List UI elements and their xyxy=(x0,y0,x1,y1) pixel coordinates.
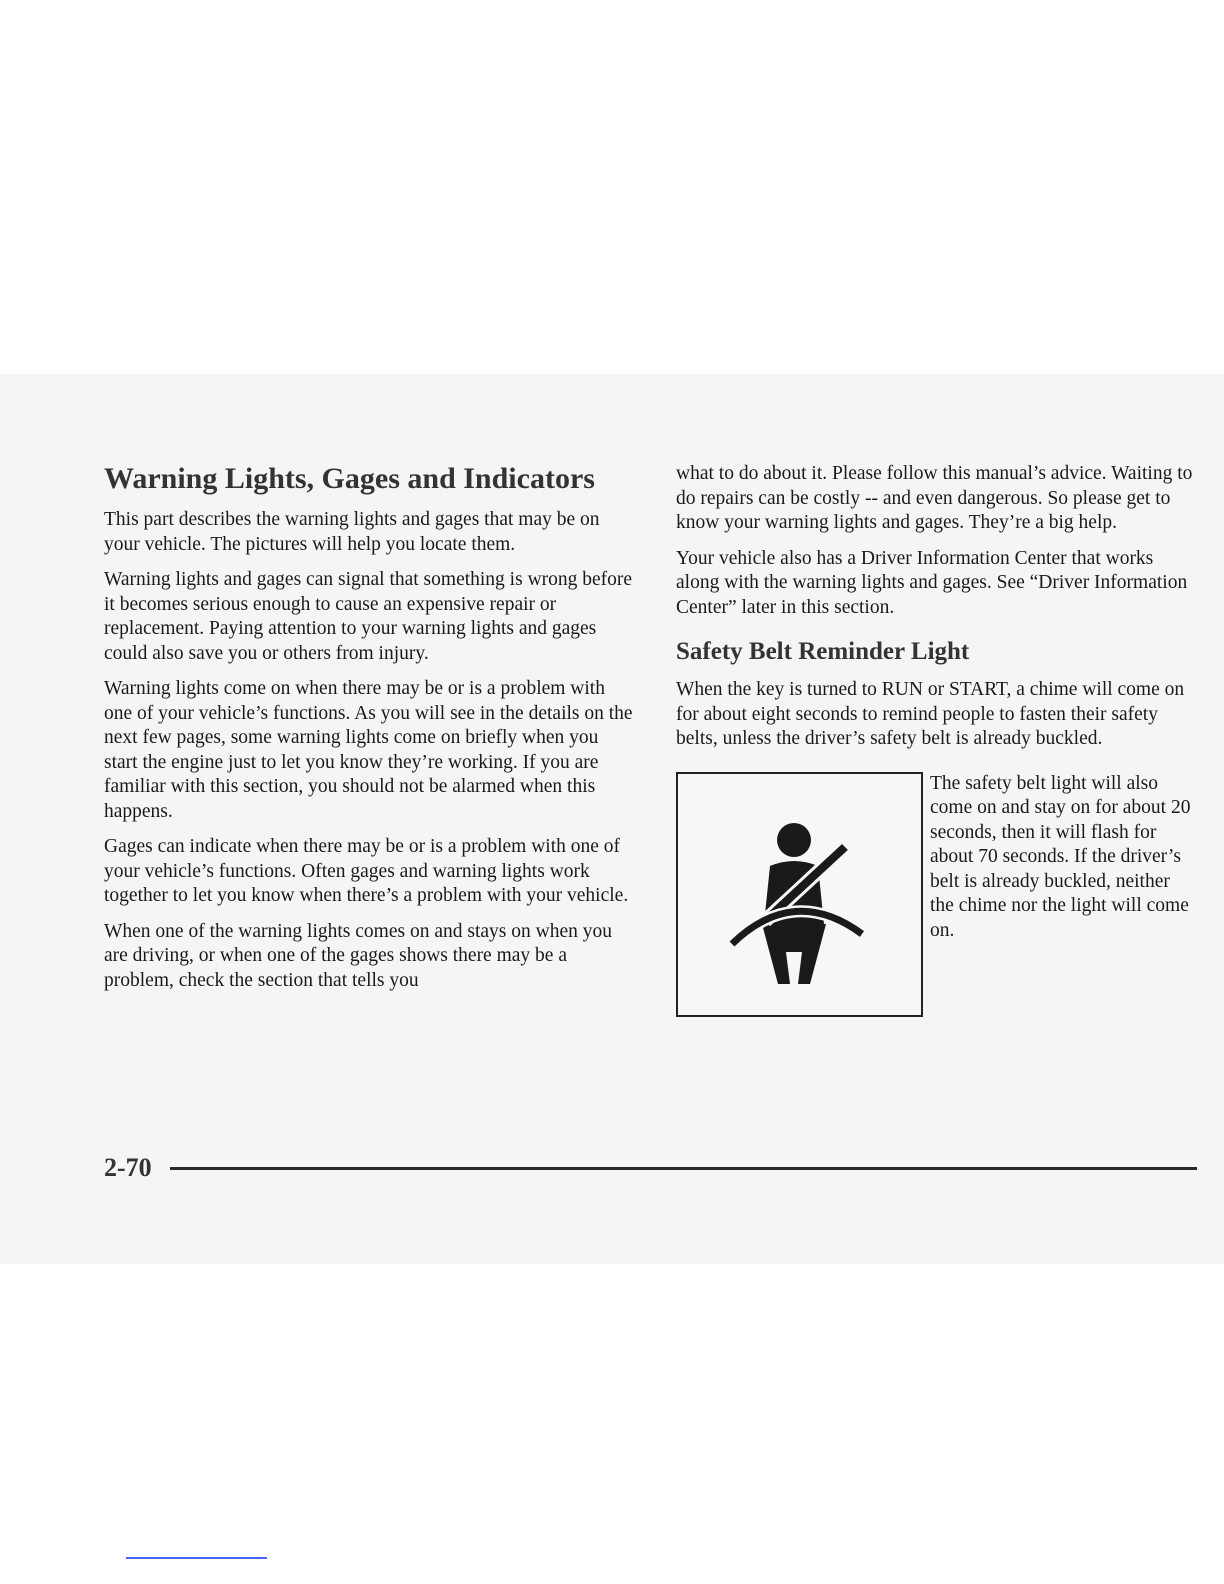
page-number: 2-70 xyxy=(104,1153,152,1182)
section-title: Warning Lights, Gages and Indicators xyxy=(104,462,595,495)
bottom-underline xyxy=(126,1557,267,1559)
safety-belt-icon xyxy=(678,774,921,1015)
paragraph: Warning lights and gages can signal that something is wrong before it becomes serious enough to cause an expensive repair or replacement. Paying attention to your warning lights and gages could also save you or others from injury. xyxy=(104,569,633,664)
paragraph: Gages can indicate when there may be or is a problem with one of your vehicle’s functions. Often gages and warning lights work together to let you know when there’s a problem with your vehicle. xyxy=(104,836,629,906)
figure-caption: The safety belt light will also come on and stay on for about 20 seconds, then it will flash for about 70 seconds. If the driver’s belt is already buckled, neither the chime nor the light will come on. xyxy=(930,772,1191,941)
paragraph: When one of the warning lights comes on and stays on when you are driving, or when one of the gages shows there may be a problem, check the section that tells you xyxy=(104,920,612,991)
safety-belt-figure xyxy=(676,772,923,1017)
paragraph: This part describes the warning lights and gages that may be on your vehicle. The pictures will help you locate them. xyxy=(104,509,600,555)
paragraph: Your vehicle also has a Driver Information Center that works along with the warning lights and gages. See “Driver Information Center” later in this section. xyxy=(676,547,1188,618)
right-column xyxy=(676,462,1196,1022)
paragraph: When the key is turned to RUN or START, a chime will come on for about eight seconds to remind people to fasten their safety belts, unless the driver’s safety belt is already buckled. xyxy=(676,679,1185,749)
paragraph: Warning lights come on when there may be or is a problem with one of your vehicle’s functions. As you will see in the details on the next few pages, some warning lights come on briefly when you start the engine just to let you know they’re working. If you are familiar with this section, you should not be alarmed when this happens. xyxy=(104,678,633,822)
footer-divider xyxy=(170,1167,1197,1170)
left-column xyxy=(104,462,634,1004)
subsection-title: Safety Belt Reminder Light xyxy=(676,638,970,665)
figure-row xyxy=(676,772,1196,1022)
paragraph: what to do about it. Please follow this manual’s advice. Waiting to do repairs can be costly -- and even dangerous. So please get to know your warning lights and gages. They’re a big help. xyxy=(676,463,1193,533)
